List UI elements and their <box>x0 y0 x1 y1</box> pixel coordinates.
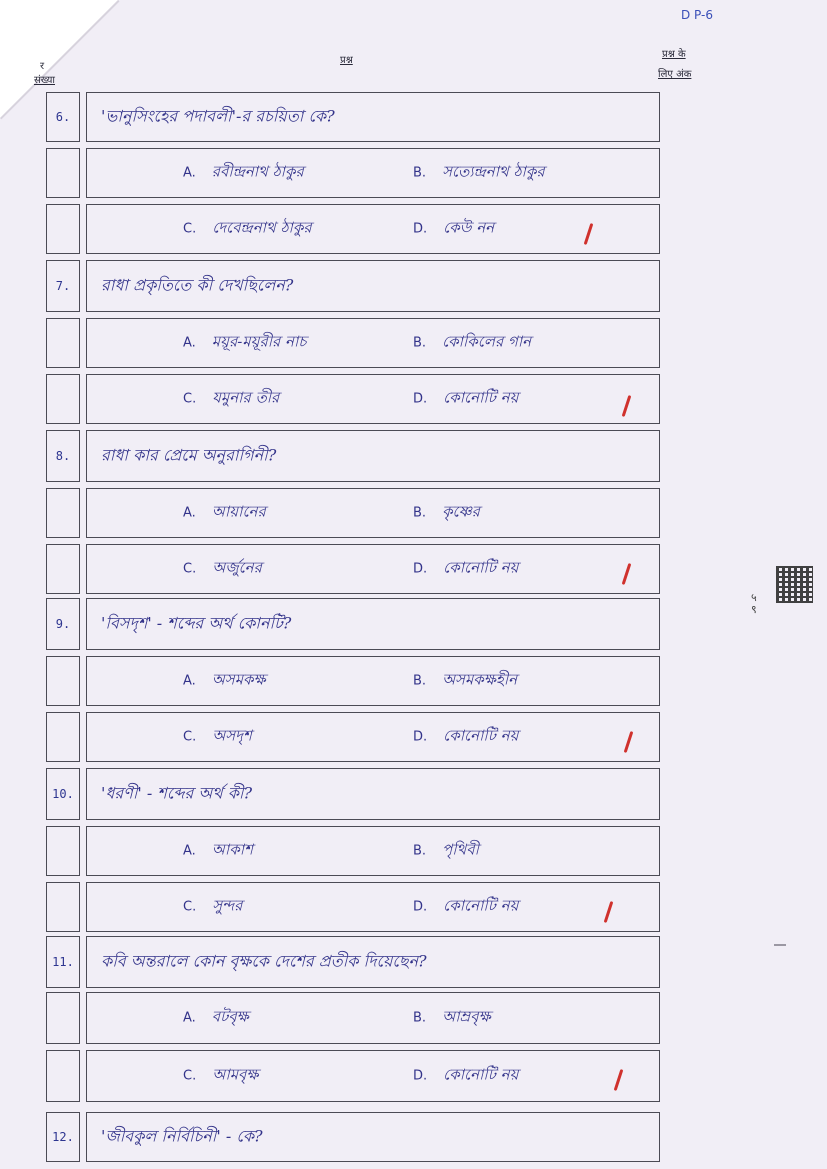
option-box <box>86 544 660 594</box>
option-a: A. আয়ানের <box>183 502 266 521</box>
option-a: A. অসমকক্ষ <box>183 670 266 689</box>
question-row <box>46 430 660 482</box>
option-b: B. কোকিলের গান <box>413 332 532 351</box>
blank-cell <box>46 544 80 594</box>
question-row <box>46 768 660 820</box>
marks-header-line2: लिए अंक <box>658 69 692 80</box>
option-b: B. কৃষ্ণের <box>413 502 480 521</box>
question-box <box>86 92 660 142</box>
margin-mark <box>774 944 786 946</box>
option-box <box>86 882 660 932</box>
option-box <box>86 992 660 1044</box>
option-d: D. কোনোটি নয় <box>413 1065 519 1084</box>
option-d: D. কোনোটি নয় <box>413 726 519 745</box>
question-text: 'ভানুসিংহের পদাবলী'-র রচয়িতা কে? <box>101 106 335 126</box>
option-c: C. যমুনার তীর <box>183 388 280 407</box>
answer-tick <box>622 395 632 417</box>
question-box <box>86 260 660 312</box>
blank-cell <box>46 374 80 424</box>
question-text: 'ধরণী' - শব্দের অর্থ কী? <box>101 783 253 803</box>
option-box <box>86 318 660 368</box>
question-number: 10. <box>46 768 80 820</box>
option-a: A. রবীন্দ্রনাথ ঠাকুর <box>183 162 304 181</box>
question-box <box>86 936 660 988</box>
option-d: D. কোনোটি নয় <box>413 896 519 915</box>
option-box <box>86 826 660 876</box>
answer-tick <box>584 223 594 245</box>
question-box <box>86 598 660 650</box>
question-box <box>86 1112 660 1162</box>
blank-cell <box>46 204 80 254</box>
side-marks: ५ ९ <box>751 591 757 616</box>
marks-header-line1: प्रश्न के <box>662 49 686 60</box>
option-a: A. বটবৃক্ষ <box>183 1007 249 1026</box>
option-row <box>46 544 660 594</box>
option-row <box>46 992 660 1044</box>
option-b: B. পৃথিবী <box>413 840 479 859</box>
option-row <box>46 882 660 932</box>
question-row <box>46 1112 660 1162</box>
question-text: রাধা কার প্রেমে অনুরাগিনী? <box>101 445 277 465</box>
question-box <box>86 430 660 482</box>
option-b: B. অসমকক্ষহীন <box>413 670 518 689</box>
option-c: C. আমবৃক্ষ <box>183 1065 259 1084</box>
blank-cell <box>46 826 80 876</box>
question-box <box>86 768 660 820</box>
option-row <box>46 318 660 368</box>
option-box <box>86 204 660 254</box>
question-row <box>46 260 660 312</box>
option-row <box>46 712 660 762</box>
question-text: 'বিসদৃশ' - শব্দের অর্থ কোনটি? <box>101 613 292 633</box>
option-row <box>46 148 660 198</box>
blank-cell <box>46 992 80 1044</box>
option-a: A. আকাশ <box>183 840 254 859</box>
option-box <box>86 712 660 762</box>
blank-cell <box>46 712 80 762</box>
question-number: 6. <box>46 92 80 142</box>
question-number: 9. <box>46 598 80 650</box>
option-row <box>46 204 660 254</box>
question-row <box>46 936 660 988</box>
option-box <box>86 656 660 706</box>
question-column-header: प्रश्न <box>340 55 353 66</box>
option-box <box>86 1050 660 1102</box>
question-row <box>46 598 660 650</box>
answer-tick <box>614 1069 624 1091</box>
blank-cell <box>46 488 80 538</box>
blank-cell <box>46 1050 80 1102</box>
option-c: C. অসদৃশ <box>183 726 252 745</box>
blank-cell <box>46 882 80 932</box>
option-box <box>86 148 660 198</box>
option-row <box>46 826 660 876</box>
option-d: D. কেউ নন <box>413 218 495 237</box>
option-c: C. সুন্দর <box>183 896 243 915</box>
question-number: 11. <box>46 936 80 988</box>
option-d: D. কোনোটি নয় <box>413 388 519 407</box>
question-number: 12. <box>46 1112 80 1162</box>
answer-tick <box>624 731 634 753</box>
option-c: C. দেবেন্দ্রনাথ ঠাকুর <box>183 218 312 237</box>
option-box <box>86 488 660 538</box>
option-b: B. আম্রবৃক্ষ <box>413 1007 491 1026</box>
option-d: D. কোনোটি নয় <box>413 558 519 577</box>
option-row <box>46 488 660 538</box>
serial-label-top: र <box>40 61 45 72</box>
qr-code <box>776 566 813 603</box>
answer-tick <box>604 901 614 923</box>
blank-cell <box>46 318 80 368</box>
question-text: কবি অন্তরালে কোন বৃক্ষকে দেশের প্রতীক দিয়েছেন? <box>101 951 427 971</box>
option-a: A. ময়ূর-ময়ূরীর নাচ <box>183 332 307 351</box>
option-b: B. সত্যেন্দ্রনাথ ঠাকুর <box>413 162 545 181</box>
answer-tick <box>622 563 632 585</box>
question-text: রাধা প্রকৃতিতে কী দেখছিলেন? <box>101 275 294 295</box>
serial-label: संख्या <box>34 75 55 86</box>
option-row <box>46 656 660 706</box>
question-number: 7. <box>46 260 80 312</box>
option-c: C. অর্জুনের <box>183 558 262 577</box>
page-reference: D P-6 <box>681 8 713 22</box>
blank-cell <box>46 656 80 706</box>
question-text: 'জীবকুল নির্বিচিনী' - কে? <box>101 1126 263 1146</box>
blank-cell <box>46 148 80 198</box>
option-box <box>86 374 660 424</box>
question-row <box>46 92 660 142</box>
option-row <box>46 1050 660 1102</box>
question-number: 8. <box>46 430 80 482</box>
option-row <box>46 374 660 424</box>
